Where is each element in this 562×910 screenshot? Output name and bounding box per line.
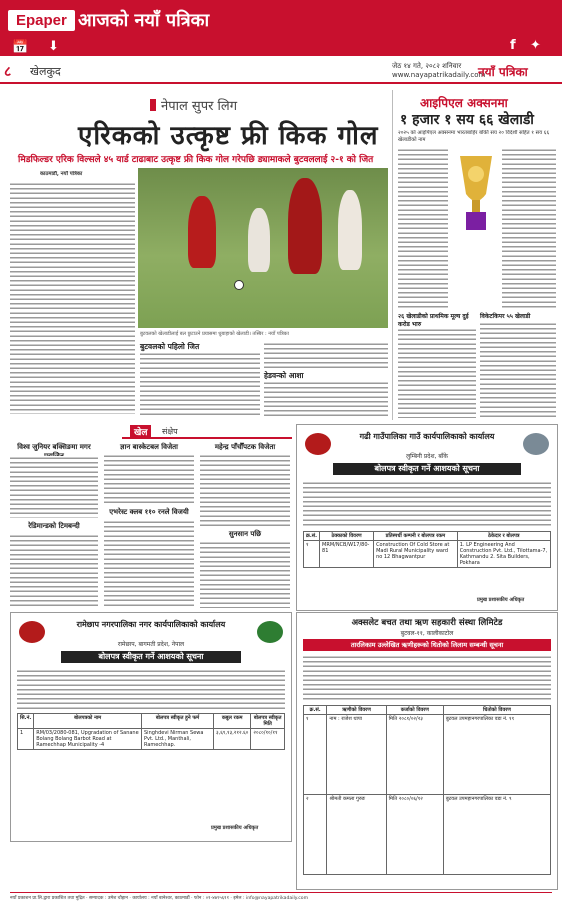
brief-title-2: ज्ञान बास्केटबल विजेता: [120, 443, 178, 451]
brief-body-6: [200, 541, 290, 608]
lead-body-col1: [10, 182, 135, 414]
brief-title-3: महेन्द्र पाँचौँपटक विजेता: [214, 443, 276, 451]
nepal-emblem-icon: [305, 433, 331, 455]
brief-body-4: [10, 534, 98, 608]
lead-byline: काठमाडौं, नयाँ पत्रिका: [40, 171, 83, 177]
notice3-table: [17, 713, 285, 750]
lead-photo: [138, 168, 388, 328]
brief-body-1: [10, 456, 98, 518]
ipl-body-col1: [398, 148, 448, 308]
notice-gadhi: [296, 424, 558, 611]
issue-date: जेठ १४ गते, २०८२ शनिवार: [392, 62, 462, 70]
n1-th-2: ठेक्काको विवरण: [320, 532, 374, 541]
app-bar: [0, 0, 562, 56]
masthead-logo: नयाँ पत्रिका: [478, 65, 528, 79]
n2-cell: २: [304, 795, 327, 875]
lead-body-col3b: [264, 381, 388, 418]
brief-title-1: विश्व जुनियर बक्सिङमा मगर: [17, 443, 91, 451]
site-url: www.nayapatrikadaily.com: [392, 71, 486, 79]
notice2-table: [303, 705, 551, 875]
ipl-body-col3: [398, 328, 476, 418]
player-red-1: [188, 196, 216, 268]
n1-cell: MRM/NCB/W17/80-81: [320, 541, 374, 568]
notice3-band: बोलपत्र स्वीकृत गर्ने आशयको सूचना: [61, 651, 241, 663]
n2-cell: मिति २०८१/०२/२३: [386, 715, 443, 795]
n2-cell: बुटवल उपमहानगरपालिका वडा नं. ९: [443, 795, 550, 875]
municipality-logo-icon: [523, 433, 549, 455]
n1-cell: Construction Of Cold Store at Madi Rural Municipality ward no 12 Bhagwantpur: [374, 541, 458, 568]
notice1-table: [303, 531, 551, 568]
sports-briefs-strip: [122, 425, 292, 439]
table-row: [304, 715, 551, 795]
lead-kicker: [150, 96, 237, 114]
n1-th-4: ठेकेदार र बोलपत्र: [457, 532, 550, 541]
ipl-kicker: आइपिएल अक्सनमा: [420, 96, 508, 110]
page-masthead: [0, 60, 562, 84]
page-footer: नयाँ प्रकाशन प्रा.लि.द्वारा प्रकाशित तथा मुद्रित · सम्पादक : उमेश चौहान · कार्यालय : नयाँ बानेश्वर, काठमाडौं · फोन : ०१-४७९५६११ · इमेल : info@nayapatrikadaily.com: [10, 892, 552, 901]
n2-cell: मिति २०८०/०६/१२: [386, 795, 443, 875]
notice1-header: गढी गाउँपालिका गाउँ कार्यपालिकाको कार्यालय: [359, 432, 495, 441]
n1-cell: १: [304, 541, 320, 568]
strip-label: खेल: [130, 425, 151, 438]
lead-photo-caption: बुटवलको खेलाडीलाई बल छुटाउने प्रयासमा धुबाहाको खेलाडी। तस्बिर : नयाँ पत्रिका: [140, 331, 289, 337]
epaper-brand[interactable]: Epaper: [8, 10, 75, 31]
twitter-icon[interactable]: ✦: [530, 38, 541, 53]
n1-th-3: प्रतिस्पर्धी कम्पनी र बोलपत्र रकम: [374, 532, 458, 541]
notice2-header: अक्सलेट बचत तथा ऋण सहकारी संस्था लिमिटेड: [351, 618, 503, 628]
lead-deck: मिडफिल्डर एरिक विल्सले ४५ यार्ड टाढाबाट उत्कृष्ट फ्री किक गोल गरेपछि ड्यामाकले बुटवललाई २-१ को जित: [18, 155, 374, 165]
lead-body-col2: [140, 352, 260, 418]
lead-kicker-text: नेपाल सुपर लिग: [161, 99, 238, 114]
notice2-sub: बुटवल-११, कालीकाटोल: [400, 630, 454, 637]
n2-cell: नाम : राजेश थापा: [327, 715, 386, 795]
n3-th-5: बोलपत्र स्वीकृत मिति: [251, 714, 285, 729]
section-name: खेलकुद: [30, 65, 61, 78]
football: [234, 280, 244, 290]
brief-body-3: [200, 454, 290, 526]
table-row: [304, 541, 551, 568]
n3-cell: RM/03/2080-081, Upgradation of Sanane Bolang Bolang Barbot Road at Ramechhap Municipality -4: [34, 729, 142, 750]
notice1-body: [303, 481, 551, 527]
notice-cooperative: [296, 612, 558, 890]
notice2-body: [303, 655, 551, 701]
notice3-sub: रामेछाप, बागमती प्रदेश, नेपाल: [117, 641, 185, 648]
n3-th-4: कबुल रकम: [214, 714, 251, 729]
n2-th-2: ऋणीको विवरण: [327, 706, 386, 715]
municipality-logo-icon: [257, 621, 283, 643]
n2-cell: श्रीमती कमला गुरुङ: [327, 795, 386, 875]
ipl-trophy-image: [452, 148, 500, 238]
table-row: [18, 729, 285, 750]
n1-cell: 1. LP Engineering And Construction Pvt. Ltd., Tilottama-7, Kathmandu 2. Sita Builders, Pokhara: [457, 541, 550, 568]
table-row: [304, 795, 551, 875]
brief-body-5: [104, 520, 194, 608]
lead-body-col3a: [264, 342, 388, 368]
n3-th-3: बोलपत्र स्वीकृत हुने फर्म: [142, 714, 214, 729]
notice-ramechhap: [10, 612, 292, 842]
brief-body-2: [104, 454, 194, 504]
strip-sublabel: संक्षेप: [162, 427, 178, 436]
ipl-body-col2: [502, 148, 556, 308]
lead-subhead-1: बुटवलको पहिलो जित: [140, 342, 200, 351]
n3-cell: Singhdevi Nirman Sewa Pvt. Ltd., Manthali, Ramechhap.: [142, 729, 214, 750]
n2-th-3: कर्जाको विवरण: [386, 706, 443, 715]
notice3-sign: प्रमुख प्रशासकीय अधिकृत: [211, 825, 259, 831]
notice3-body: [17, 669, 285, 709]
page-number: ८: [4, 63, 12, 79]
n3-th-2: बोलपत्रको नाम: [34, 714, 142, 729]
n3-cell: 1: [18, 729, 34, 750]
nepal-emblem-icon: [19, 621, 45, 643]
n3-th-1: सि.नं.: [18, 714, 34, 729]
n2-cell: बुटवल उपमहानगरपालिका वडा नं. ११: [443, 715, 550, 795]
download-icon[interactable]: ⬇: [48, 39, 59, 54]
n3-cell: २०८०/१०/११: [251, 729, 285, 750]
notice2-band: तारलिकाम उल्लेखित ऋणीहरूको धितोको लिलाम सम्बन्धी सूचना: [303, 639, 551, 651]
n2-cell: १: [304, 715, 327, 795]
brief-title-6: सुनसान पछि: [228, 530, 262, 538]
facebook-icon[interactable]: f: [510, 38, 516, 53]
brief-title-5: एभरेस्ट क्लब ११० रनले विजयी: [109, 508, 189, 516]
newspaper-title[interactable]: आजको नयाँ पत्रिका: [78, 10, 210, 31]
kicker-bar: [150, 99, 156, 111]
n2-th-4: धितोको विवरण: [443, 706, 550, 715]
ipl-body-col4: [480, 322, 556, 418]
notice3-header: रामेछाप नगरपालिका नगर कार्यपालिकाको कार्यालय: [76, 620, 226, 629]
notice1-sub: लुम्बिनी प्रदेश, बाँके: [406, 453, 448, 460]
n3-cell: ३,६९,१३,२१२.६०: [214, 729, 251, 750]
ipl-subhead-1: २६ खेलाडीको प्राथमिक मूल्य दुई करोड भारु: [398, 313, 469, 328]
newspaper-page: [0, 60, 562, 910]
calendar-icon[interactable]: 📅: [12, 40, 29, 55]
ipl-deck: २०२५ को आइपिएल अक्सनमा भारतबाहिर बाँकी सय २० विदेशी सहित १ सय ६६ खेलाडीको नाम: [398, 130, 550, 143]
notice1-band: बोलपत्र स्वीकृत गर्ने आशयको सूचना: [333, 463, 521, 475]
lead-subhead-2: हेडवन्को आशा: [264, 371, 304, 380]
n1-th-1: क्र.सं.: [304, 532, 320, 541]
ipl-headline: १ हजार १ सय ६६ खेलाडी: [400, 112, 534, 128]
brief-title-4: रेडिमान्डको टिमबन्दी: [28, 522, 80, 530]
player-red-2: [288, 178, 322, 274]
column-rule: [392, 90, 393, 420]
n2-th-1: क्र.सं.: [304, 706, 327, 715]
player-white-2: [338, 190, 362, 270]
lead-headline: एरिकको उत्कृष्ट फ्री किक गोल: [78, 121, 379, 151]
notice1-sign: प्रमुख प्रशासकीय अधिकृत: [477, 597, 525, 603]
player-white-1: [248, 208, 270, 272]
ipl-subhead-2: विकेटकिपर ५५ खेलाडी: [480, 313, 531, 320]
